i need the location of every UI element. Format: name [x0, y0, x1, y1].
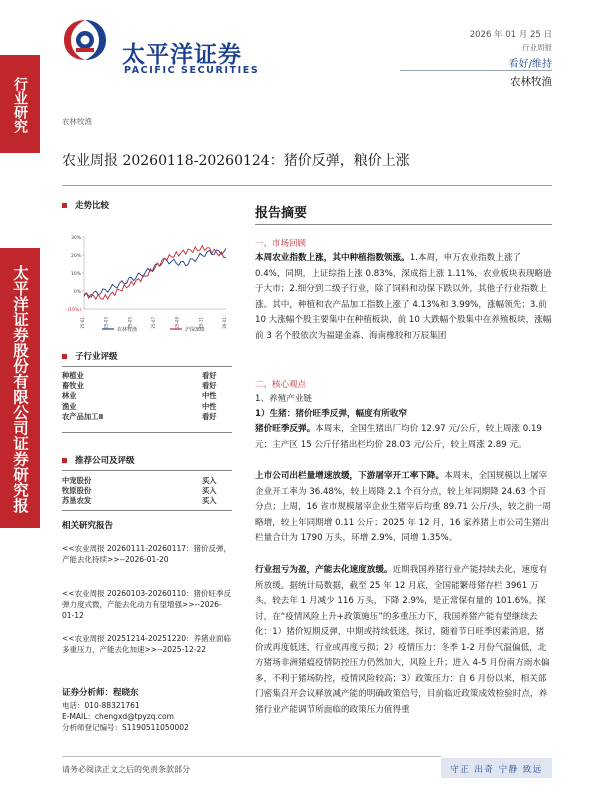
rating-value: 看好 [202, 411, 217, 421]
rating-name: 畜牧业 [62, 381, 84, 391]
brand-name-cn: 太平洋证券 [122, 42, 242, 68]
abstract-divider [255, 224, 552, 225]
rating-name: 渔业 [62, 401, 77, 411]
rating-heading [62, 350, 118, 362]
x-tick-label: 26-01 [222, 317, 227, 329]
rating-row [62, 381, 232, 391]
chart-heading [62, 199, 109, 211]
pacific-logo-icon [62, 18, 108, 62]
rating-row [62, 412, 232, 422]
rating-divider-bottom [62, 432, 232, 433]
pick-name: 苏垦农发 [62, 496, 92, 506]
y-tick-label: 30% [70, 236, 81, 241]
slaughter-lead: 上市公司出栏量增速放缓，下游屠宰开工率下降。 [255, 471, 445, 481]
page-title: 农业周报 20260118-20260124：猪价反弹，粮价上涨 [62, 153, 410, 169]
series-line-agriculture [84, 249, 226, 298]
report-date: 2026 年 01 月 25 日 [469, 30, 552, 40]
x-tick-label: 25-03 [103, 317, 109, 329]
bullet-icon [62, 203, 67, 208]
industry-name: 农林牧渔 [510, 76, 552, 88]
slaughter-paragraph [255, 469, 552, 547]
rating-row [62, 371, 232, 381]
breadcrumb: 农林牧渔 [62, 117, 92, 126]
rating-name: 种植业 [62, 371, 84, 380]
footer-motto: 守正 出奇 宁静 致远 [450, 765, 543, 775]
series-line-csi300 [84, 246, 226, 300]
section-core-views: 二、核心观点 [255, 380, 307, 390]
picks-table [62, 476, 232, 507]
capacity-paragraph [255, 563, 552, 718]
market-review-paragraph [255, 251, 552, 344]
related-heading: 相关研究报告 [62, 521, 114, 531]
picks-divider-top [62, 470, 232, 471]
pick-row [62, 496, 232, 506]
bullet-icon [62, 458, 67, 463]
abstract-heading: 报告摘要 [255, 206, 308, 221]
trend-chart [62, 225, 232, 335]
sidebar-category-label: 行业研究 [12, 77, 28, 133]
related-report[interactable]: <<农业周报 20251214-20251220：养猪业面临多重压力，产能去化加速>>--2025-12-22 [62, 634, 232, 655]
picks-heading-label: 推荐公司及评级 [75, 456, 135, 466]
report-type: 行业周报 [522, 43, 552, 52]
slaughter-body: 本周末，全国规模以上屠宰企业开工率为 36.48%，较上周降 2.1 个百分点，较上年同期降 24.63 个百分点；上周，16 省市规模屠宰企业生猪宰后均重 89.71 公斤/头，较之前一周略增，较上年同期增 0.11 公斤；2025 年 12 月，16 家养猪上市公司生猪出栏量合计为 1790 万头，环增 2.9%，同增 1.35%。 [255, 471, 551, 544]
hog-heading: 1）生猪：猪价旺季反弹，幅度有所收窄 [255, 409, 408, 419]
picks-heading [62, 454, 135, 466]
rating-value: 看好 [202, 381, 217, 391]
rating-value: 中性 [202, 401, 217, 411]
y-tick-label: 20% [70, 254, 81, 259]
title-divider [62, 185, 552, 186]
pick-name: 中宠股份 [62, 476, 92, 485]
section-market-review: 一、市场回顾 [255, 239, 307, 249]
analyst-cert: 分析师登记编号：S1190511050002 [62, 723, 189, 732]
pick-row [62, 476, 232, 486]
analyst-name: 证券分析师：程晓东 [62, 688, 139, 698]
y-tick-label: 10% [70, 272, 81, 277]
sidebar-company-label: 太平洋证券股份有限公司证券研究报 [11, 265, 30, 513]
pick-name: 牧原股份 [62, 486, 92, 496]
rating-value: 中性 [202, 391, 217, 401]
pick-row [62, 486, 232, 496]
rating-name: 农产品加工Ⅱ [62, 411, 104, 421]
header-divider [400, 70, 552, 71]
x-tick-label: 25-05 [127, 317, 133, 329]
analyst-phone: 电话：010-88321761 [62, 701, 140, 710]
rating-heading-label: 子行业评级 [75, 352, 118, 362]
rating-name: 林业 [62, 391, 77, 401]
related-report[interactable]: <<农业周报 20260103-20260110：猪价旺季反弹力度式微，产能去化动力有望增强>>--2026-01-12 [62, 589, 232, 621]
rating-value: 看好 [202, 371, 217, 380]
rating-row [62, 402, 232, 412]
sidebar-company [0, 248, 40, 528]
x-tick-label: 25-09 [174, 317, 180, 329]
rating-row [62, 391, 232, 401]
rating-table [62, 371, 232, 422]
core-views-sub: 1、养殖产业链 [255, 394, 313, 404]
picks-divider-bottom [62, 510, 232, 511]
sidebar-category [0, 55, 40, 153]
footer-disclaimer: 请务必阅读正文之后的免责条款部分 [62, 765, 190, 774]
market-review-body: 1.本周，申万农业指数上涨了 0.4%，同期，上证综指上涨 0.83%，深成指上涨 1.11%，农业板块表现略逊于大市；2.细分到二级子行业，除了饲料和动保下跌以外，其他子行业指数上涨。其中，种植和农产品加工指数上涨了 4.13%和 3.99%，涨幅领先；3.前 10 大涨幅个股主要集中在种植板块，前 10 大跌幅个股集中在养殖板块，涨幅前 3 名个股依次为福建金森、海南橡胶和万辰集团 [255, 253, 552, 341]
related-report[interactable]: <<农业周报 20260111-20260117：猪价反弹，产能去化持续>>--2026-01-20 [62, 544, 232, 565]
industry-rating: 看好/维持 [508, 59, 552, 70]
x-tick-label: 25-01 [80, 317, 85, 329]
y-tick-label: (10%) [67, 308, 81, 313]
bullet-icon [62, 354, 67, 359]
pick-value: 买入 [202, 476, 217, 485]
x-tick-label: 25-11 [198, 317, 204, 329]
footer-divider [62, 756, 441, 757]
market-review-lead: 本周农业指数上涨，其中种植指数领涨。 [255, 253, 410, 263]
hog-price-paragraph [255, 422, 552, 453]
hog-price-lead: 猪价旺季反弹。 [255, 424, 316, 434]
brand-name-en: PACIFIC SECURITIES [124, 65, 260, 76]
capacity-body: 近期我国养猪行业产能持续去化，速度有所放缓。据统计局数据，截至 25 年 12 月底，全国能繁母猪存栏 3961 万头，较去年 1 月减少 116 万头，下降 2.9%，是正常保有量的 101.6%。探讨，在“疫情风险上升+政策施压”的多重压力下，我国养猪产能有望继续去化：1）猪价短期反弹，中期或持续低迷，探讨，随着节日旺季因素消退，猪价或再度低迷，行业或再度亏损；2）疫情压力：冬季 1-2 月份气温偏低，北方猪场非洲猪瘟疫情防控压力仍然加大，风险上升；进入 4-5 月份南方雨水偏多，不利于猪场防控，疫情风险较高；3）政策压力：自 6 月份以来，相关部门密集召开会议释放减产能的明确政策信号，目前临近政策成效检验时点，养猪行业产能调节所面临的政策压力值得重 [255, 565, 550, 715]
y-tick-label: 0% [73, 290, 81, 295]
legend-label: 沪深300 [185, 326, 205, 333]
hog-price-body: 本周末，全国生猪出厂均价 12.97 元/公斤，较上周涨 0.19 元；主产区 15 公斤仔猪出栏均价 28.03 元/公斤，较上周涨 2.89 元。 [255, 424, 542, 450]
pick-value: 买入 [202, 496, 217, 506]
x-tick-label: 25-07 [151, 317, 156, 329]
legend-label: 农林牧渔 [117, 326, 138, 333]
chart-heading-label: 走势比较 [75, 201, 110, 211]
analyst-email[interactable]: E-MAIL：chengxd@tpyzq.com [62, 712, 174, 721]
rating-divider-top [62, 366, 232, 367]
capacity-lead: 行业扭亏为盈，产能去化速度放缓。 [255, 565, 393, 575]
pick-value: 买入 [202, 486, 217, 496]
